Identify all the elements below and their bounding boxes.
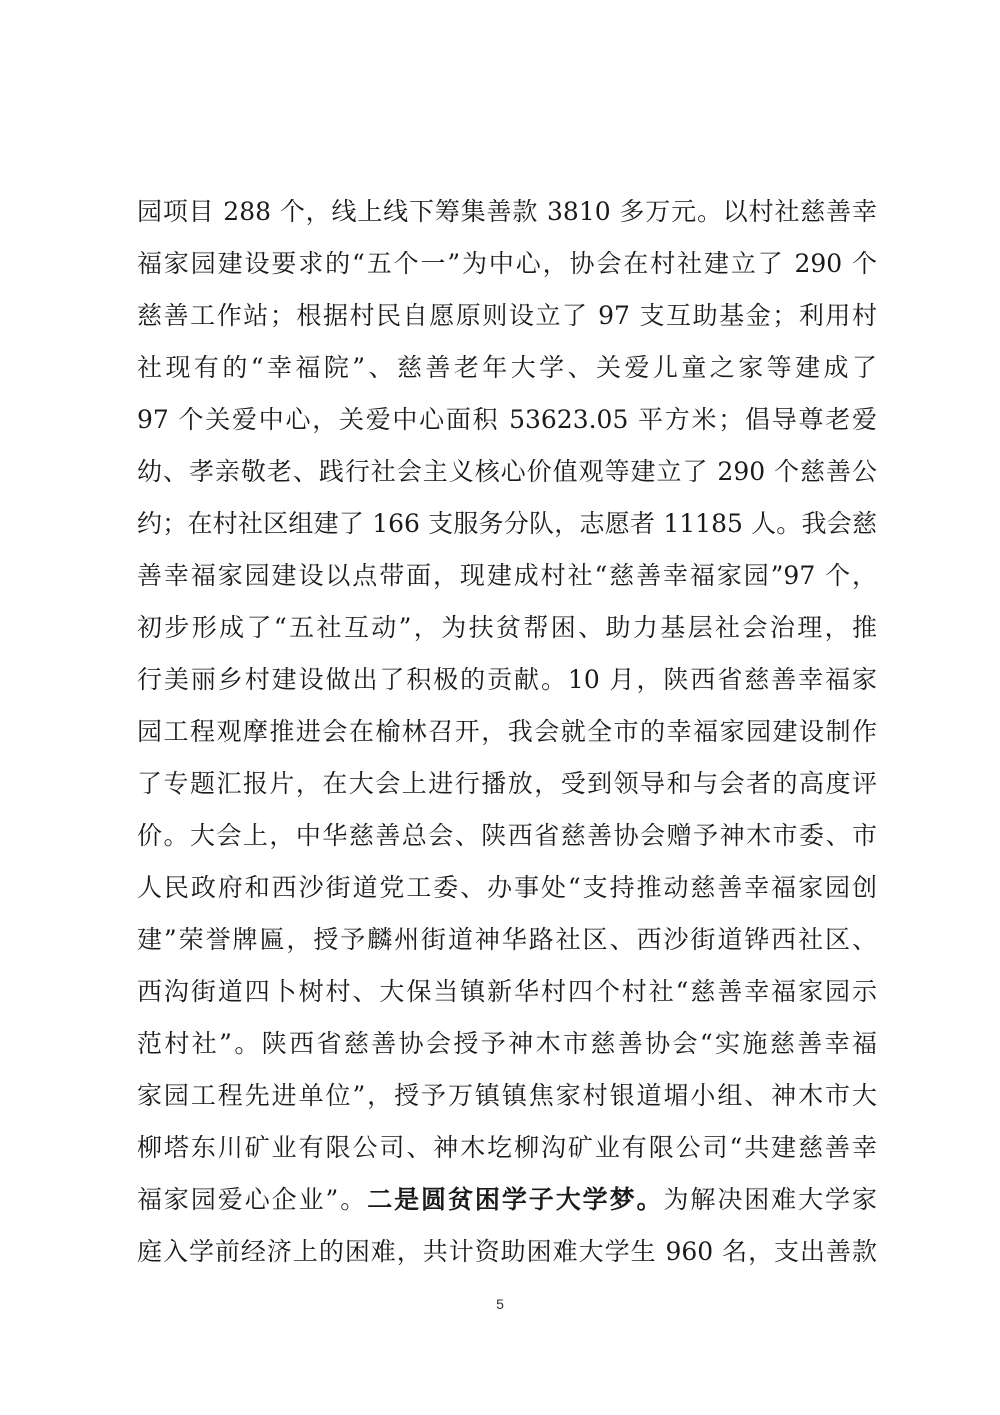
text-line: 园工程观摩推进会在榆林召开，我会就全市的幸福家园建设制作 — [137, 717, 877, 746]
text-line: 范村社”。陕西省慈善协会授予神木市慈善协会“实施慈善幸福 — [137, 1029, 877, 1058]
text-line: 初步形成了“五社互动”，为扶贫帮困、助力基层社会治理，推 — [137, 613, 877, 642]
text-line: 约；在村社区组建了 166 支服务分队，志愿者 11185 人。我会慈 — [137, 509, 877, 538]
text-line: 建”荣誉牌匾，授予麟州街道神华路社区、西沙街道铧西社区、 — [137, 925, 877, 954]
text-segment: 福家园爱心企业”。 — [137, 1185, 368, 1214]
text-line: 庭入学前经济上的困难，共计资助困难大学生 960 名，支出善款 — [137, 1237, 877, 1266]
text-line: 慈善工作站；根据村民自愿原则设立了 97 支互助基金；利用村 — [137, 301, 877, 330]
text-line: 社现有的“幸福院”、慈善老年大学、关爱儿童之家等建成了 — [137, 353, 877, 382]
text-line: 善幸福家园建设以点带面，现建成村社“慈善幸福家园”97 个， — [137, 561, 877, 590]
text-line: 西沟街道四卜树村、大保当镇新华村四个村社“慈善幸福家园示 — [137, 977, 877, 1006]
text-line: 行美丽乡村建设做出了积极的贡献。10 月，陕西省慈善幸福家 — [137, 665, 877, 694]
bold-subheading: 二是圆贫困学子大学梦。 — [367, 1185, 664, 1214]
text-line: 97 个关爱中心，关爱中心面积 53623.05 平方米；倡导尊老爱 — [137, 405, 877, 434]
text-line: 了专题汇报片，在大会上进行播放，受到领导和与会者的高度评 — [137, 769, 877, 798]
text-line: 家园工程先进单位”，授予万镇镇焦家村银道堳小组、神木市大 — [137, 1081, 877, 1110]
page-number: 5 — [496, 1296, 504, 1312]
text-line-with-heading — [137, 1174, 877, 1226]
text-line: 园项目 288 个，线上线下筹集善款 3810 多万元。以村社慈善幸 — [137, 197, 877, 226]
text-line: 价。大会上，中华慈善总会、陕西省慈善协会赠予神木市委、市 — [137, 821, 877, 850]
text-line: 柳塔东川矿业有限公司、神木圪柳沟矿业有限公司“共建慈善幸 — [137, 1133, 877, 1162]
body-paragraph — [137, 186, 877, 1278]
text-line: 幼、孝亲敬老、践行社会主义核心价值观等建立了 290 个慈善公 — [137, 457, 877, 486]
text-segment: 为解决困难大学家 — [663, 1185, 877, 1214]
text-line: 人民政府和西沙街道党工委、办事处“支持推动慈善幸福家园创 — [137, 873, 877, 902]
text-line: 福家园建设要求的“五个一”为中心，协会在村社建立了 290 个 — [137, 249, 877, 278]
